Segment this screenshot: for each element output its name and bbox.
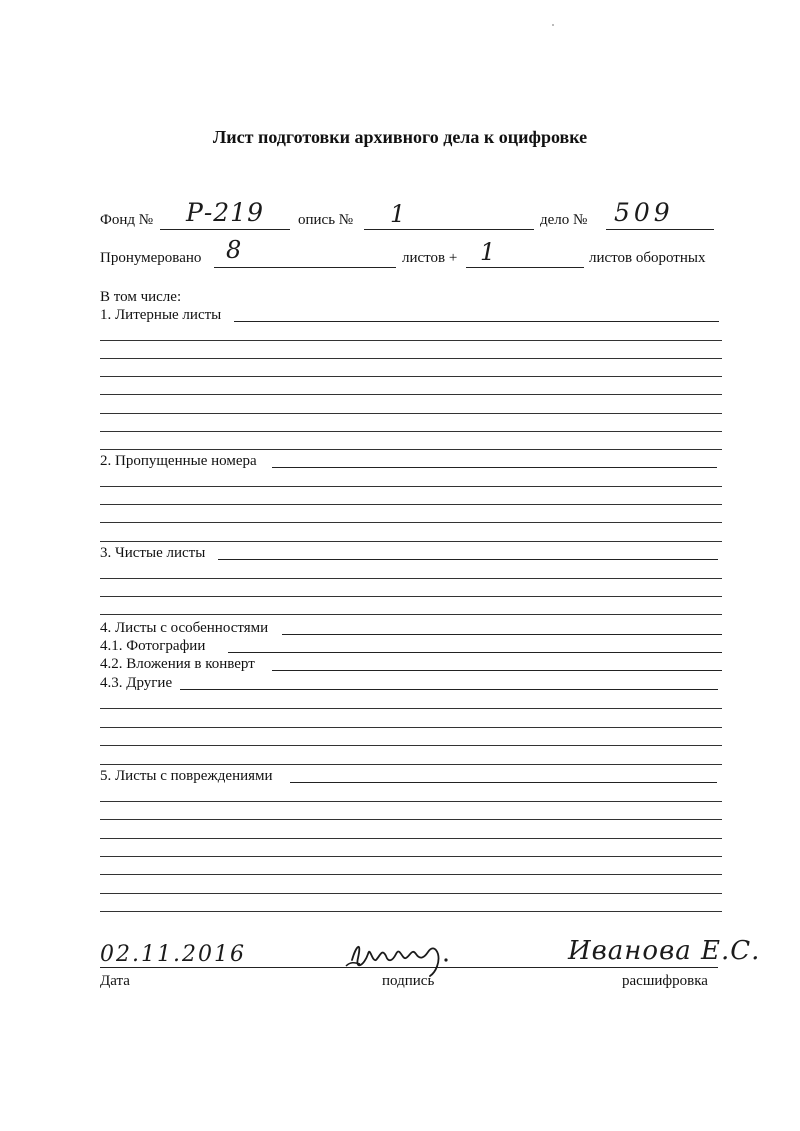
signature-label: подпись bbox=[382, 973, 435, 989]
section-damaged-label: 5. Листы с повреждениями bbox=[100, 768, 273, 784]
fond-underline bbox=[160, 229, 290, 230]
blank-line bbox=[100, 578, 722, 579]
blank-line bbox=[100, 504, 722, 505]
blank-line bbox=[100, 856, 722, 857]
fond-label: Фонд № bbox=[100, 212, 154, 228]
opis-underline bbox=[364, 229, 534, 230]
decoding-label: расшифровка bbox=[622, 973, 708, 989]
blank-line bbox=[100, 708, 722, 709]
section-litera-label: 1. Литерные листы bbox=[100, 307, 222, 323]
decoding-value: Иванова Е.С. bbox=[568, 936, 761, 966]
blank-line bbox=[100, 394, 722, 395]
section-damaged-line bbox=[290, 782, 717, 783]
opis-value: 1 bbox=[390, 200, 407, 228]
opis-label: опись № bbox=[298, 212, 354, 228]
section-special-line bbox=[282, 634, 722, 635]
blank-line bbox=[100, 541, 722, 542]
blank-line bbox=[100, 431, 722, 432]
blank-line bbox=[100, 596, 722, 597]
scan-dot bbox=[552, 24, 554, 26]
blank-line bbox=[100, 522, 722, 523]
date-value: 02.11.2016 bbox=[100, 942, 246, 967]
blank-line bbox=[100, 614, 722, 615]
section-photos-line bbox=[228, 652, 722, 653]
section-blank-label: 3. Чистые листы bbox=[100, 545, 206, 561]
blank-line bbox=[100, 376, 722, 377]
blank-line bbox=[100, 801, 722, 802]
blank-line bbox=[100, 358, 722, 359]
blank-line bbox=[100, 874, 722, 875]
section-photos-label: 4.1. Фотографии bbox=[100, 638, 206, 654]
blank-line bbox=[100, 413, 722, 414]
section-litera-line bbox=[234, 321, 719, 322]
blank-line bbox=[100, 819, 722, 820]
section-blank-line bbox=[218, 559, 718, 560]
sheets-plus-label: листов + bbox=[402, 250, 458, 266]
blank-line bbox=[100, 486, 722, 487]
blank-line bbox=[100, 893, 722, 894]
blank-line bbox=[100, 727, 722, 728]
blank-line bbox=[100, 764, 722, 765]
page-title: Лист подготовки архивного дела к оцифровке bbox=[212, 127, 588, 147]
including-label: В том числе: bbox=[100, 289, 182, 305]
date-label: Дата bbox=[100, 973, 130, 989]
blank-line bbox=[100, 449, 722, 450]
blank-line bbox=[100, 911, 722, 912]
delo-label: дело № bbox=[540, 212, 588, 228]
blank-line bbox=[100, 340, 722, 341]
section-other-line bbox=[180, 689, 718, 690]
reverse-value: 1 bbox=[480, 238, 497, 266]
numbered-underline bbox=[214, 267, 396, 268]
section-special-label: 4. Листы с особенностями bbox=[100, 620, 269, 636]
delo-underline bbox=[606, 229, 714, 230]
section-envelope-line bbox=[272, 670, 722, 671]
fond-value: Р-219 bbox=[186, 198, 264, 227]
section-missing-line bbox=[272, 467, 717, 468]
blank-line bbox=[100, 745, 722, 746]
reverse-underline bbox=[466, 267, 584, 268]
numbered-value: 8 bbox=[226, 236, 243, 264]
section-envelope-label: 4.2. Вложения в конверт bbox=[100, 656, 255, 672]
blank-line bbox=[100, 838, 722, 839]
delo-value: 509 bbox=[614, 198, 674, 227]
section-other-label: 4.3. Другие bbox=[100, 675, 173, 691]
section-missing-label: 2. Пропущенные номера bbox=[100, 453, 257, 469]
numbered-label: Пронумеровано bbox=[100, 250, 202, 266]
reverse-label: листов оборотных bbox=[589, 250, 706, 266]
